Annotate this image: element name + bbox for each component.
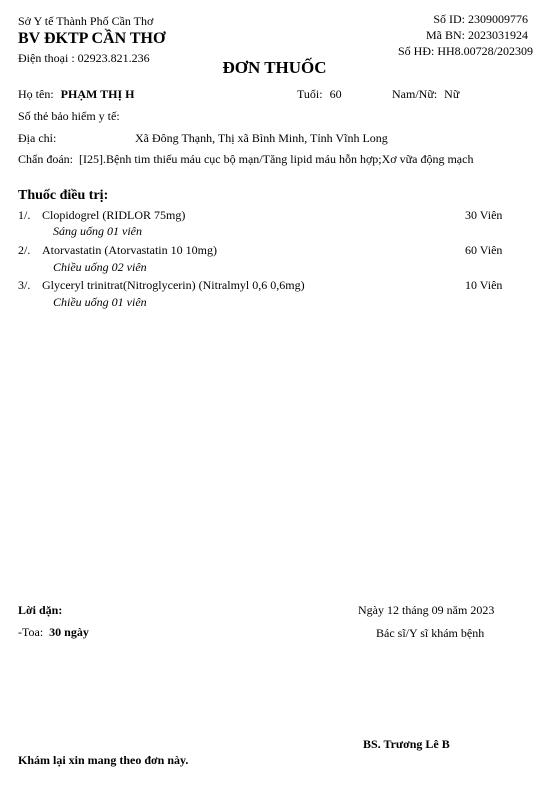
duration-label: -Toa: xyxy=(18,625,44,639)
drug-quantity: 60 Viên xyxy=(465,243,503,257)
doctor-name: BS. Trương Lê B xyxy=(363,737,450,751)
drug-usage: Sáng uống 01 viên xyxy=(53,224,142,238)
drug-name: Glyceryl trinitrat(Nitroglycerin) (Nitralmyl 0,6 0,6mg) xyxy=(42,278,305,292)
ma-bn: Mã BN: 2023031924 xyxy=(426,28,528,42)
age-value: 60 xyxy=(329,87,342,101)
doctor-title: Bác sĩ/Y sĩ khám bệnh xyxy=(376,626,485,640)
sex-line xyxy=(392,87,459,102)
drug-name: Atorvastatin (Atorvastatin 10 10mg) xyxy=(42,243,217,257)
drug-name: Clopidogrel (RIDLOR 75mg) xyxy=(42,208,186,222)
drug-usage: Chiều uống 01 viên xyxy=(53,295,147,309)
address-label: Địa chỉ: xyxy=(18,131,57,145)
drug-quantity: 10 Viên xyxy=(465,278,503,292)
patient-name: PHẠM THỊ H xyxy=(60,87,135,101)
insurance-label: Số thẻ bảo hiểm y tế: xyxy=(18,109,120,123)
diagnosis-label: Chẩn đoán: xyxy=(18,152,73,166)
patient-name-line xyxy=(18,87,134,102)
drug-index: 1/. xyxy=(18,208,31,222)
drug-index: 3/. xyxy=(18,278,31,292)
drug-quantity: 30 Viên xyxy=(465,208,503,222)
phone-label: Điện thoại : xyxy=(18,51,75,65)
revisit-note: Khám lại xin mang theo đơn này. xyxy=(18,753,189,767)
age-line xyxy=(297,87,342,102)
department-name: Sở Y tế Thành Phố Cần Thơ xyxy=(18,14,154,28)
phone-number: 02923.821.236 xyxy=(77,51,150,65)
sex-value: Nữ xyxy=(444,87,460,101)
name-label: Họ tên: xyxy=(18,87,54,101)
advice-label: Lời dặn: xyxy=(18,603,63,617)
diagnosis-line xyxy=(18,152,473,167)
page-title xyxy=(0,58,553,78)
diagnosis-value: [I25].Bệnh tim thiếu máu cục bộ mạn/Tăng lipid máu hỗn hợp;Xơ vữa động mạch xyxy=(79,152,474,166)
so-hd: Số HĐ: HH8.00728/202309 xyxy=(397,44,533,58)
duration-line xyxy=(18,625,89,640)
prescription-date: Ngày 12 tháng 09 năm 2023 xyxy=(358,603,495,617)
drug-usage: Chiều uống 02 viên xyxy=(53,260,147,274)
page-title-text: ĐƠN THUỐC xyxy=(222,58,327,77)
duration-value: 30 ngày xyxy=(49,625,89,639)
age-label: Tuổi: xyxy=(297,87,323,101)
so-id: Số ID: 2309009776 xyxy=(433,12,528,26)
sex-label: Nam/Nữ: xyxy=(392,87,438,101)
address-value: Xã Đông Thạnh, Thị xã Bình Minh, Tỉnh Vĩnh Long xyxy=(135,131,388,145)
treatment-heading: Thuốc điều trị: xyxy=(18,188,109,203)
drug-index: 2/. xyxy=(18,243,31,257)
hospital-name: BV ĐKTP CẦN THƠ xyxy=(18,30,166,47)
